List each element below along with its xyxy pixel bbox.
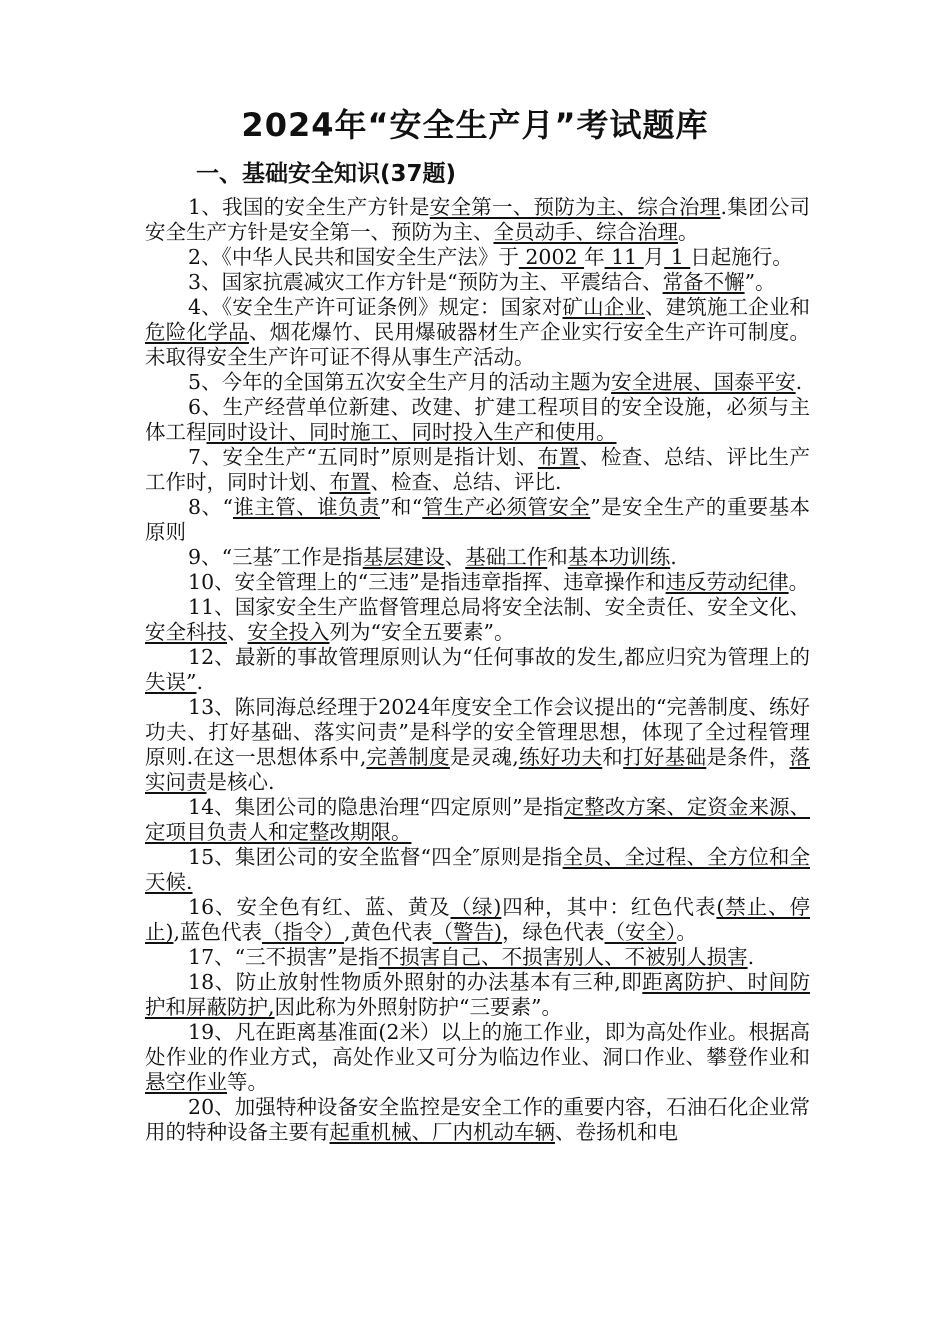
- answer-text: （安全）: [604, 920, 677, 944]
- question-text: 6、生产经营单位新建、改建、扩建工程项目的安全设施，必须与主体工程: [145, 395, 810, 444]
- question-item: [145, 495, 810, 545]
- question-text: 。: [676, 920, 697, 944]
- answer-text: 落实问责: [145, 745, 811, 794]
- question-text: 19、凡在距离基准面(2米）以上的施工作业，即为高处作业。根据高处作业的作业方式，高处作业又可分为临边作业、洞口作业、攀登作业和: [145, 1020, 810, 1069]
- section-heading: 一、基础安全知识(37题): [196, 161, 457, 187]
- question-text: 、烟花爆竹、民用爆破器材生产企业实行安全生产许可制度。未取得安全生产许可证不得从事生产活动。: [145, 320, 810, 369]
- question-text: 20、加强特种设备安全监控是安全工作的重要内容，石油石化企业常用的特种设备主要有: [145, 1095, 810, 1144]
- answer-text: （绿): [450, 895, 502, 919]
- question-text: 、: [227, 620, 248, 644]
- question-item: [145, 795, 810, 845]
- question-text: 、建筑施工企业和: [645, 295, 811, 319]
- question-text: ，绿色代表: [502, 920, 605, 944]
- answer-text: 布置: [329, 470, 371, 494]
- question-text: 、卷扬机和电: [555, 1120, 678, 1144]
- question-text: 1、我国的安全生产方针是: [188, 195, 430, 219]
- question-text: 日起施行。: [690, 245, 793, 269]
- answer-text: 打好基础: [623, 745, 707, 769]
- answer-text: 基本功训练: [567, 545, 671, 569]
- question-text: .: [795, 370, 803, 394]
- question-text: 11、国家安全生产监督管理总局将安全法制、安全责任、安全文化、: [188, 595, 810, 619]
- question-text: 17、“三不损害”是指: [188, 945, 379, 969]
- question-text: .: [196, 670, 204, 694]
- question-text: 四种，其中：红色代表: [501, 895, 717, 919]
- question-text: 年: [584, 245, 605, 269]
- question-item: [145, 595, 810, 645]
- answer-text: (禁止、停止): [145, 895, 811, 944]
- question-item: [145, 845, 810, 895]
- question-text: 是灵魂,: [449, 745, 519, 769]
- answer-text: 安全进展、国泰平安: [611, 370, 796, 394]
- answer-text: 同时设计、同时施工、同时投入生产和使用。: [206, 420, 617, 444]
- answer-text: 基层建设: [362, 545, 445, 569]
- question-text: ”和“: [379, 495, 423, 519]
- question-text: 。: [678, 220, 699, 244]
- question-item: [145, 295, 810, 370]
- answer-text: 完善制度: [366, 745, 450, 769]
- question-text: 。: [788, 570, 810, 594]
- question-item: [145, 270, 810, 295]
- answer-text: 安全投入: [247, 620, 330, 644]
- answer-text: 基础工作: [465, 545, 548, 569]
- question-item: [145, 245, 810, 270]
- question-item: [145, 970, 810, 1020]
- question-item: [145, 195, 810, 245]
- answer-text: 定整改方案、定资金来源、定项目负责人和定整改期限。: [145, 795, 811, 844]
- question-text: 、检查、总结、评比生产工作时，同时计划、: [145, 445, 811, 494]
- question-text: 8、“: [188, 495, 233, 519]
- question-text: ”是安全生产的重要基本原则: [145, 495, 811, 544]
- question-item: [145, 945, 810, 970]
- question-item: [145, 370, 810, 395]
- question-text: 13、陈同海总经理于2024年度安全工作会议提出的“完善制度、练好功夫、打好基础、落实问责”是科学的安全管理思想，体现了全过程管理原则.在这一思想体系中,: [145, 695, 810, 769]
- question-text: 列为“安全五要素”。: [329, 620, 515, 644]
- question-text: 18、防止放射性物质外照射的办法基本有三种,即: [188, 970, 643, 994]
- question-text: 3、国家抗震减灾工作方针是“预防为主、平震结合、: [188, 270, 663, 294]
- answer-text: 管生产必须管安全: [422, 495, 591, 519]
- question-item: [145, 570, 810, 595]
- question-text: 和: [602, 745, 624, 769]
- question-text: .集团公司安全生产方针是安全第一、预防为主、: [145, 195, 811, 244]
- answer-text: 谁主管、谁负责: [232, 495, 380, 519]
- question-list: [145, 195, 810, 1145]
- answer-text: （警告): [432, 920, 503, 944]
- question-text: 是条件，: [706, 745, 790, 769]
- question-text: 2、《中华人民共和国安全生产法》于: [188, 245, 519, 269]
- answer-text: （指令）: [262, 920, 345, 944]
- question-item: [145, 895, 810, 945]
- question-text: .: [670, 545, 677, 569]
- answer-text: 常备不懈: [662, 270, 745, 294]
- question-text: ,蓝色代表: [173, 920, 263, 944]
- answer-text: 2002: [518, 245, 585, 269]
- answer-text: 不损害自己、不损害别人、不被别人损害: [378, 945, 748, 969]
- question-item: [145, 1095, 810, 1145]
- question-item: [145, 1020, 810, 1095]
- question-item: [145, 695, 810, 795]
- question-text: 、: [444, 545, 466, 569]
- answer-text: 布置: [537, 445, 580, 469]
- answer-text: 1: [664, 245, 691, 269]
- question-text: ”。: [744, 270, 776, 294]
- question-text: 等。: [227, 1070, 268, 1094]
- question-item: [145, 395, 810, 445]
- question-text: 是核心.: [206, 770, 275, 794]
- answer-text: 安全第一、预防为主、综合治理: [429, 195, 721, 219]
- question-text: 9、“三基″工作是指: [188, 545, 363, 569]
- question-text: 14、集团公司的隐患治理“四定原则”是指: [188, 795, 564, 819]
- answer-text: 矿山企业: [562, 295, 646, 319]
- answer-text: 距离防护、时间防护和屏蔽防护,: [145, 970, 811, 1019]
- question-text: 月: [643, 245, 665, 269]
- question-text: 和: [547, 545, 568, 569]
- answer-text: 危险化学品: [145, 320, 249, 344]
- question-text: 10、安全管理上的“三违”是指违章指挥、违章操作和: [188, 570, 666, 594]
- question-text: 因此称为外照射防护“三要素”。: [274, 995, 562, 1019]
- question-text: 5、今年的全国第五次安全生产月的活动主题为: [188, 370, 612, 394]
- answer-text: 悬空作业: [145, 1070, 227, 1094]
- question-text: 7、安全生产“五同时”原则是指计划、: [188, 445, 538, 469]
- answer-text: 起重机械、厂内机动车辆: [329, 1120, 555, 1144]
- answer-text: 安全科技: [145, 620, 227, 644]
- question-text: 、检查、总结、评比.: [370, 470, 562, 494]
- answer-text: 练好功夫: [518, 745, 603, 769]
- answer-text: 11: [604, 245, 644, 269]
- answer-text: 违反劳动纪律: [665, 570, 789, 594]
- answer-text: 全员、全过程、全方位和全天候.: [145, 845, 810, 894]
- question-text: 16、安全色有红、蓝、黄及: [188, 895, 451, 919]
- question-text: 12、最新的事故管理原则认为“任何事故的发生,都应归究为管理上的: [188, 645, 810, 669]
- answer-text: 失误”: [145, 670, 197, 694]
- document-title: 2024年“安全生产月”考试题库: [241, 106, 709, 144]
- question-item: [145, 645, 810, 695]
- question-item: [145, 545, 810, 570]
- question-text: .: [747, 945, 755, 969]
- answer-text: 全员动手、综合治理: [493, 220, 678, 244]
- question-text: 15、集团公司的安全监督“四全″原则是指: [188, 845, 563, 869]
- question-item: [145, 445, 810, 495]
- question-text: 4、《安全生产许可证条例》规定：国家对: [188, 295, 563, 319]
- question-text: ,黄色代表: [344, 920, 433, 944]
